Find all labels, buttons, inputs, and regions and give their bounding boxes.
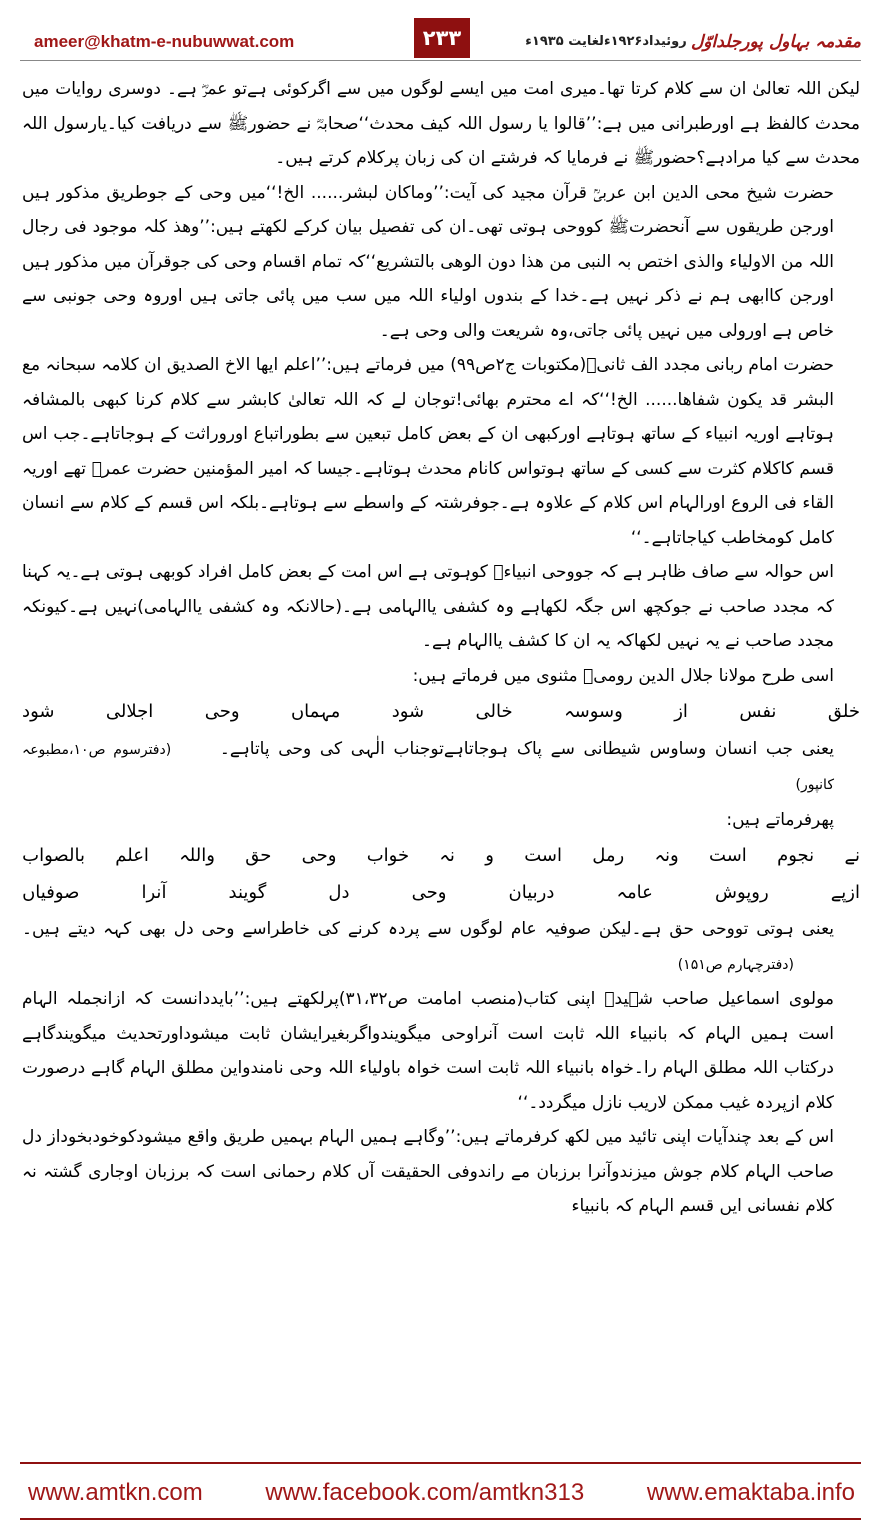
poem-word: گویند xyxy=(228,881,267,903)
poem-word: خلق xyxy=(827,701,860,722)
poem-word: وحی xyxy=(411,881,447,903)
poem-word: اعلم xyxy=(115,845,149,866)
poem-word: نے xyxy=(844,845,860,866)
poem-word: مہماں xyxy=(290,701,341,722)
poem-word: اجلالی xyxy=(105,701,154,722)
poem-word: نفس xyxy=(739,701,777,722)
poem-word: دل xyxy=(328,881,350,903)
paragraph: اس حوالہ سے صاف ظاہر ہے کہ جووحی انبیاءؑ کوہوتی ہے اس امت کے بعض کامل افراد کوبھی ہوتی ہے۔یہ کہنا کہ مجدد صاحب نے جوکچھ اس جگہ لکھاہے وہ کشفی یاالہامی ہے۔(حالانکہ وہ کشفی یاالہامی)نہیں ہے۔کیونکہ مجدد صاحب نے یہ نہیں لکھاکہ یہ ان کا کشف یاالہام ہے۔ xyxy=(22,562,834,651)
footer-link-facebook[interactable]: www.facebook.com/amtkn313 xyxy=(265,1479,585,1506)
citation: (دفترسوم ص۱۰،مطبوعہ کانپور) xyxy=(22,741,834,793)
footer-link-emaktaba[interactable]: www.emaktaba.info xyxy=(646,1479,855,1506)
poem-word: است xyxy=(709,845,747,866)
book-title: مقدمہ بہاول پورجلداوّل xyxy=(690,32,861,52)
poem-word: وحی xyxy=(301,845,337,866)
poem-word: دربیان xyxy=(508,881,555,903)
poem-word: وحی xyxy=(204,701,240,722)
page-content xyxy=(22,72,860,1462)
poem-explanation xyxy=(22,732,860,803)
paragraph: اسی طرح مولانا جلال الدین رومیؒ مثنوی میں فرماتے ہیں: xyxy=(412,665,834,686)
poem-word: ونہ xyxy=(654,845,679,866)
header-period: روئیداد۱۹۲۶ءلغایت ۱۹۳۵ء xyxy=(525,34,687,49)
poem-word: حق xyxy=(245,845,272,866)
poem-word: بالصواب xyxy=(22,845,85,866)
poem-word: عامہ xyxy=(616,881,653,903)
poem-word: روپوش xyxy=(714,881,769,903)
header-divider xyxy=(20,60,861,61)
page-footer xyxy=(0,1473,881,1513)
poem-verse-3 xyxy=(22,876,860,911)
footer-link-amtkn[interactable]: www.amtkn.com xyxy=(28,1479,203,1506)
citation: (دفترچہارم ص۱۵۱) xyxy=(677,956,794,973)
paragraph: پھرفرماتے ہیں: xyxy=(726,809,834,830)
poem-word: از xyxy=(674,701,688,722)
poem-word: شود xyxy=(391,701,425,722)
poem-word: خالی xyxy=(475,701,513,722)
poem-word: خواب xyxy=(366,845,410,866)
paragraph: حضرت شیخ محی الدین ابن عربیؒ قرآن مجید کی آیت:’’وماکان لبشر...... الخ!‘‘میں وحی کے جوطریق مذکور ہیں اورجن طریقوں سے آنحضرتﷺ کووحی ہوتی تھی۔ان کی تفصیل بیان کرکے لکھتے ہیں:’’وھذ کلہ موجود فی رجال اللہ من الاولیاء والذی اختص بہ النبی من ھذا دون الوھی بالتشریع‘‘کہ تمام اقسام وحی کی جوقرآن میں مذکور ہیں اورجن کاابھی ہم نے ذکر نہیں ہے۔خدا کے بندوں اولیاء اللہ میں سب میں پائی جاتی ہیں اوروہ وحی جونبی سے خاص ہے اورولی میں نہیں پائی جاتی،وہ شریعت والی وحی ہے۔ xyxy=(22,182,834,341)
poem-word: ازپے xyxy=(830,881,860,903)
poem-word: آنرا xyxy=(141,881,167,903)
paragraph: مولوی اسماعیل صاحب شہیدؒ اپنی کتاب(منصب امامت ص۳۱،۳۲)پرلکھتے ہیں:’’بایددانست کہ ازانجملہ الہام است ہمیں الہام کہ بانبیاء اللہ ثابت است آنراوحی میگویندواگربغیرایشان ثابت میشوداورتحدیث میگویندگاہے درکتاب اللہ مطلق الہام را۔خواہ بانبیاء اللہ ثابت است خواہ باولیاء اللہ وحی نامندواین مطلق الہام گاہے درصورت کلام ازپردہ غیب ممکن لاریب نازل میگردد۔‘‘ xyxy=(22,989,834,1113)
poem-word: واللہ xyxy=(179,845,215,866)
paragraph: اس کے بعد چندآیات اپنی تائید میں لکھ کرفرماتے ہیں:’’وگاہے ہمیں الہام بہمیں طریق واقع میشودکوخودبخوداز دل صاحب الہام کلام جوش میزندوآنرا برزبان مے راندوفی الحقیقت آں کلام رحمانی است کہ برزبان اوجاری گشتہ نہ کلام نفسانی ایں قسم الہام کہ بانبیاء xyxy=(22,1127,834,1216)
poem-verse-2 xyxy=(22,839,860,874)
poem-word: وسوسہ xyxy=(564,701,623,722)
poem-word: و xyxy=(485,845,494,866)
poem-verse-1 xyxy=(22,695,860,730)
footer-divider-top xyxy=(20,1462,861,1464)
poem-word: نجوم xyxy=(777,845,815,866)
paragraph: حضرت امام ربانی مجدد الف ثانیؒ(مکتوبات ج۲ص۹۹) میں فرماتے ہیں:’’اعلم ایھا الاخ الصدیق ان کلامہ سبحانہ مع البشر قد یکون شفاھا...... الخ!‘‘کہ اے محترم بھائی!توجان لے کہ اللہ تعالیٰ کابشر سے کلام کرنا کبھی بالمشافہ ہوتاہے اوریہ انبیاء کے ساتھ ہوتاہے اورکبھی ان کے بعض کامل تبعین سے بطوراتباع اوروراثت کے ہوجاتاہے۔جب اس قسم کاکلام کثرت سے کسی کے ساتھ ہوتواس کانام محدث ہوتاہے۔جیسا کہ امیر المؤمنین حضرت عمرؓ تھے اوریہ القاء فی الروع اورالہام اس کلام کے علاوہ ہے۔جوفرشتہ کے واسطے سے ہوتاہے۔بلکہ اس قسم کے کلام سے انسان کامل کومخاطب کیاجاتاہے۔‘‘ xyxy=(22,355,834,548)
explanation-text: یعنی جب انسان وساوس شیطانی سے پاک ہوجاتاہےتوجناب الٰہی کی وحی پاتاہے۔ xyxy=(219,738,834,759)
poem-explanation xyxy=(22,912,860,982)
poem-word: رمل xyxy=(592,845,625,866)
header-email[interactable]: ameer@khatm-e-nubuwwat.com xyxy=(34,32,295,51)
footer-divider-bottom xyxy=(20,1518,861,1520)
page-number-badge: ۲۳۳ xyxy=(414,18,470,58)
poem-word: است xyxy=(524,845,562,866)
paragraph: لیکن اللہ تعالیٰ ان سے کلام کرتا تھا۔میری امت میں ایسے لوگوں میں سے اگرکوئی ہےتو عمرؓ ہے۔ دوسری روایات میں محدث کالفظ ہے اورطبرانی میں ہے:’’قالوا یا رسول اللہ کیف محدث‘‘صحابہؓ نے حضورﷺ سے دریافت کیا۔یارسول اللہ محدث سے کیا مرادہے؟حضورﷺ نے فرمایا کہ فرشتے ان کی زبان پرکلام کرتے ہیں۔ xyxy=(22,79,860,168)
poem-word: نہ xyxy=(439,845,455,866)
explanation-text: یعنی ہوتی تووحی حق ہے۔لیکن صوفیہ عام لوگوں سے پردہ کرنے کی خاطراسے وحی دل بھی کہہ دیتے ہیں۔ xyxy=(22,919,834,939)
poem-word: صوفیاں xyxy=(22,881,80,903)
page-header xyxy=(0,0,881,62)
poem-word: شود xyxy=(22,701,55,722)
